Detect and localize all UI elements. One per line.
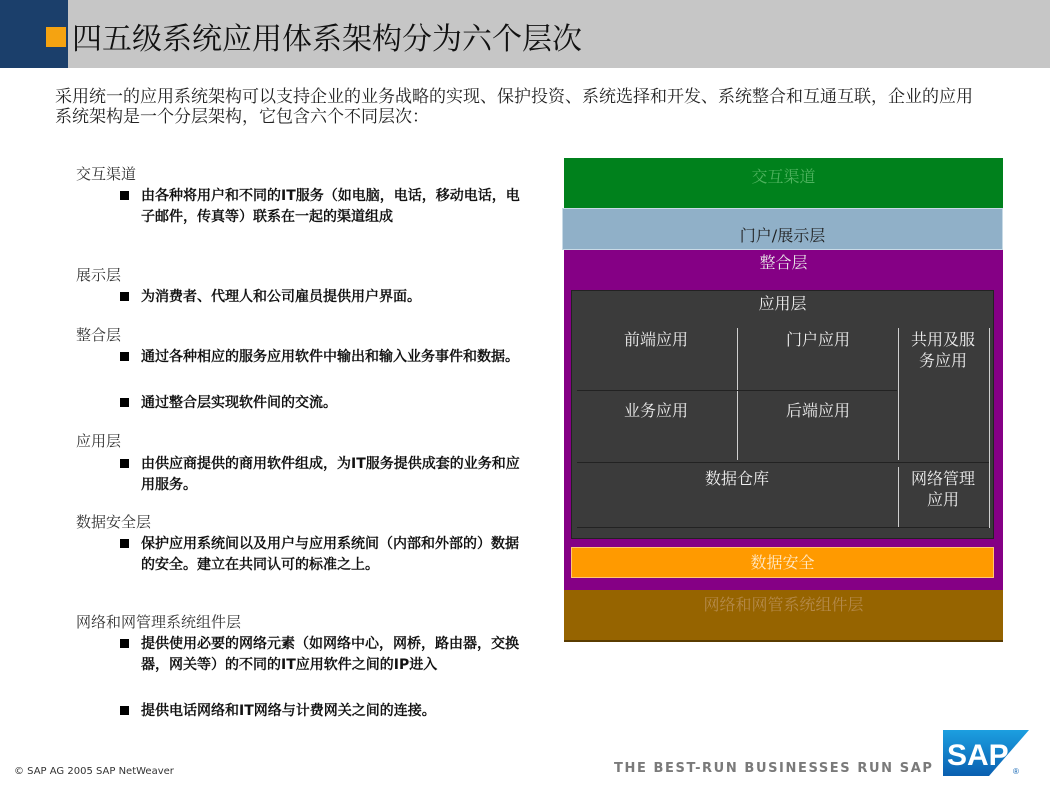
- bullet-network-2: [120, 701, 530, 722]
- bullet-text: 通过整合层实现软件间的交流。: [141, 395, 337, 411]
- cell-shared-services-app: 共用及服务应用: [910, 330, 975, 370]
- bullet-square-icon: [120, 292, 129, 301]
- diagram-network-layer: [564, 590, 1003, 642]
- grid-divider: [577, 527, 989, 528]
- section-title-integration: 整合层: [76, 326, 122, 344]
- bullet-text: 通过各种相应的服务应用软件中输出和输入业务事件和数据。: [141, 349, 519, 365]
- cell-network-mgmt-app: 网络管理应用: [910, 469, 975, 509]
- bullet-square-icon: [120, 191, 129, 200]
- integration-layer-label: 整合层: [759, 253, 808, 272]
- bullet-text: 提供使用必要的网络元素（如网络中心，网桥，路由器，交换器，网关等）的不同的IT应用软件之间的IP进入: [141, 636, 519, 673]
- section-title-network: 网络和网管理系统组件层: [76, 613, 242, 631]
- svg-text:SAP: SAP: [947, 739, 1009, 772]
- section-title-data-security: 数据安全层: [76, 513, 152, 531]
- bullet-text: 由各种将用户和不同的IT服务（如电脑，电话，移动电话，电子邮件，传真等）联系在一起的渠道组成: [141, 188, 520, 225]
- bullet-square-icon: [120, 539, 129, 548]
- bullet-square-icon: [120, 352, 129, 361]
- bullet-square-icon: [120, 459, 129, 468]
- grid-divider: [898, 328, 899, 460]
- bullet-application: [120, 454, 530, 496]
- cell-business-app: 业务应用: [623, 401, 688, 420]
- diagram-channel-layer: [564, 158, 1003, 210]
- application-layer-label: 应用层: [758, 294, 807, 313]
- bullet-text: 为消费者、代理人和公司雇员提供用户界面。: [141, 289, 421, 305]
- bullet-integration-2: [120, 393, 530, 414]
- section-title-application: 应用层: [76, 432, 122, 450]
- bullet-text: 由供应商提供的商用软件组成，为IT服务提供成套的业务和应用服务。: [141, 456, 520, 493]
- section-title-presentation: 展示层: [76, 266, 122, 284]
- footer-slogan: THE BEST-RUN BUSINESSES RUN SAP: [614, 761, 934, 776]
- diagram-data-security-layer: [571, 547, 994, 578]
- grid-divider: [898, 467, 899, 527]
- copyright-text: © SAP AG 2005 SAP NetWeaver: [14, 766, 174, 777]
- grid-divider: [577, 462, 989, 463]
- grid-divider: [577, 390, 897, 391]
- intro-paragraph: 采用统一的应用系统架构可以支持企业的业务战略的实现、保护投资、系统选择和开发、系统整合和互通互联，企业的应用系统架构是一个分层架构，它包含六个不同层次：: [55, 87, 973, 127]
- sap-logo: [943, 730, 1029, 776]
- grid-divider: [737, 328, 738, 460]
- cell-back-end-app: 后端应用: [785, 401, 850, 420]
- bullet-data-security: [120, 534, 530, 576]
- bullet-square-icon: [120, 639, 129, 648]
- bullet-text: 保护应用系统间以及用户与应用系统间（内部和外部的）数据的安全。建立在共同认可的标准之上。: [141, 536, 519, 573]
- bullet-square-icon: [120, 398, 129, 407]
- bullet-presentation: [120, 287, 530, 308]
- bullet-text: 提供电话网络和IT网络与计费网关之间的连接。: [141, 703, 436, 719]
- bullet-square-icon: [120, 706, 129, 715]
- section-title-channel: 交互渠道: [76, 165, 137, 183]
- grid-divider: [989, 328, 990, 528]
- data-security-label: 数据安全: [750, 553, 815, 572]
- cell-portal-app: 门户应用: [785, 330, 850, 349]
- cell-data-warehouse: 数据仓库: [704, 469, 769, 488]
- bullet-channel: [120, 186, 530, 228]
- channel-layer-label: 交互渠道: [751, 167, 816, 186]
- portal-layer-label: 门户/展示层: [739, 226, 826, 245]
- page-title: 四五级系统应用体系架构分为六个层次: [72, 22, 582, 57]
- header-orange-square: [46, 27, 66, 47]
- bullet-network-1: [120, 634, 530, 676]
- bullet-integration-1: [120, 347, 530, 368]
- svg-text:®: ®: [1013, 767, 1019, 776]
- cell-front-end-app: 前端应用: [623, 330, 688, 349]
- network-layer-label: 网络和网管系统组件层: [703, 595, 864, 614]
- diagram-portal-layer: [562, 208, 1003, 250]
